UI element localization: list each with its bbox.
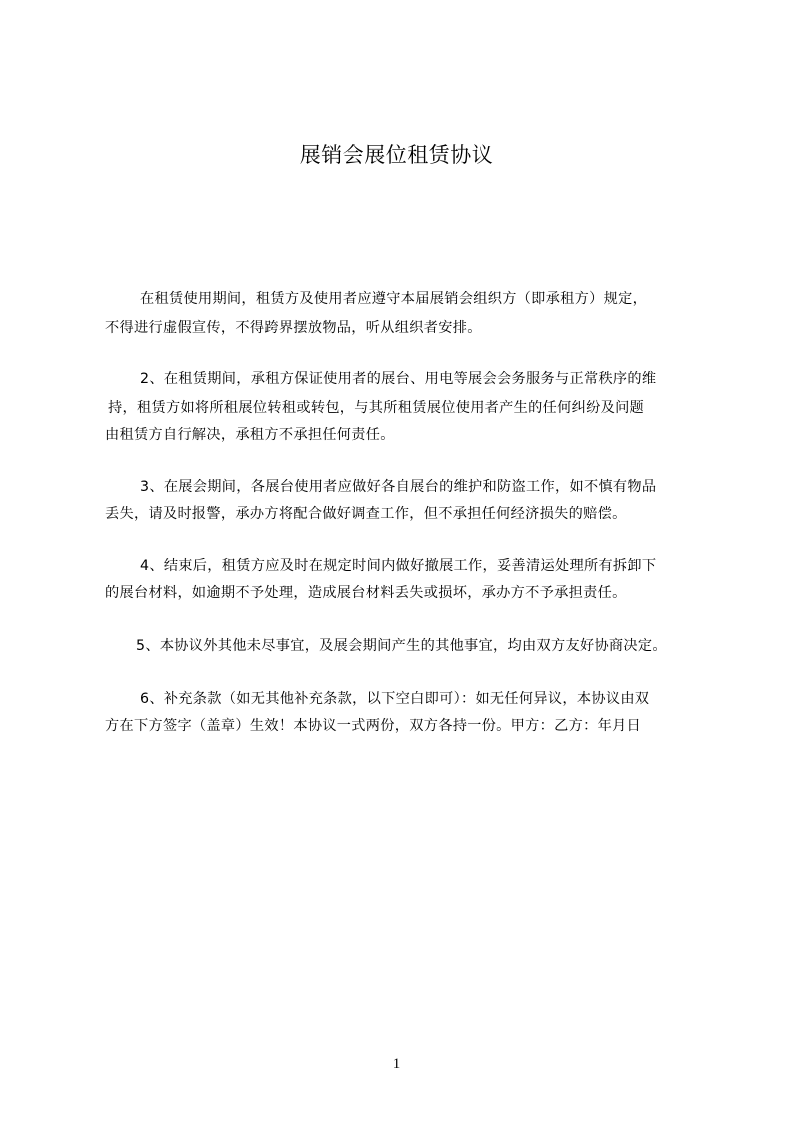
paragraph-1-line-2: 不得进行虚假宣传，不得跨界摆放物品，听从组织者安排。 [105,320,482,336]
paragraph-6-line-2: 方在下方签字（盖章）生效！本协议一式两份，双方各持一份。甲方：乙方：年月日 [105,718,642,734]
page-number: 1 [392,1056,401,1072]
paragraph-2-line-2: 持，租赁方如将所租展位转租或转包，与其所租赁展位使用者产生的任何纠纷及问题 [108,400,645,416]
paragraph-4-line-2: 的展台材料，如逾期不予处理，造成展台材料丢失或损坏，承办方不予承担责任。 [105,585,627,601]
paragraph-2-line-3: 由租赁方自行解决，承租方不承担任何责任。 [105,427,395,443]
paragraph-5-line-1: 5、本协议外其他未尽事宜，及展会期间产生的其他事宜，均由双方友好协商决定。 [136,638,667,654]
document-title: 展销会展位租赁协议 [299,143,494,167]
paragraph-6-line-1: 6、补充条款（如无其他补充条款，以下空白即可）：如无任何异议，本协议由双 [140,691,650,707]
paragraph-4-line-1: 4、结束后，租赁方应及时在规定时间内做好撤展工作，妥善清运处理所有拆卸下 [140,558,657,574]
paragraph-3-line-1: 3、在展会期间，各展台使用者应做好各自展台的维护和防盗工作，如不慎有物品 [140,479,657,495]
paragraph-1-line-1: 在租赁使用期间，租赁方及使用者应遵守本届展销会组织方（即承租方）规定， [140,291,648,307]
paragraph-2-line-1: 2、在租赁期间，承租方保证使用者的展台、用电等展会会务服务与正常秩序的维 [140,371,657,387]
paragraph-3-line-2: 丢失，请及时报警，承办方将配合做好调查工作，但不承担任何经济损失的赔偿。 [105,506,627,522]
